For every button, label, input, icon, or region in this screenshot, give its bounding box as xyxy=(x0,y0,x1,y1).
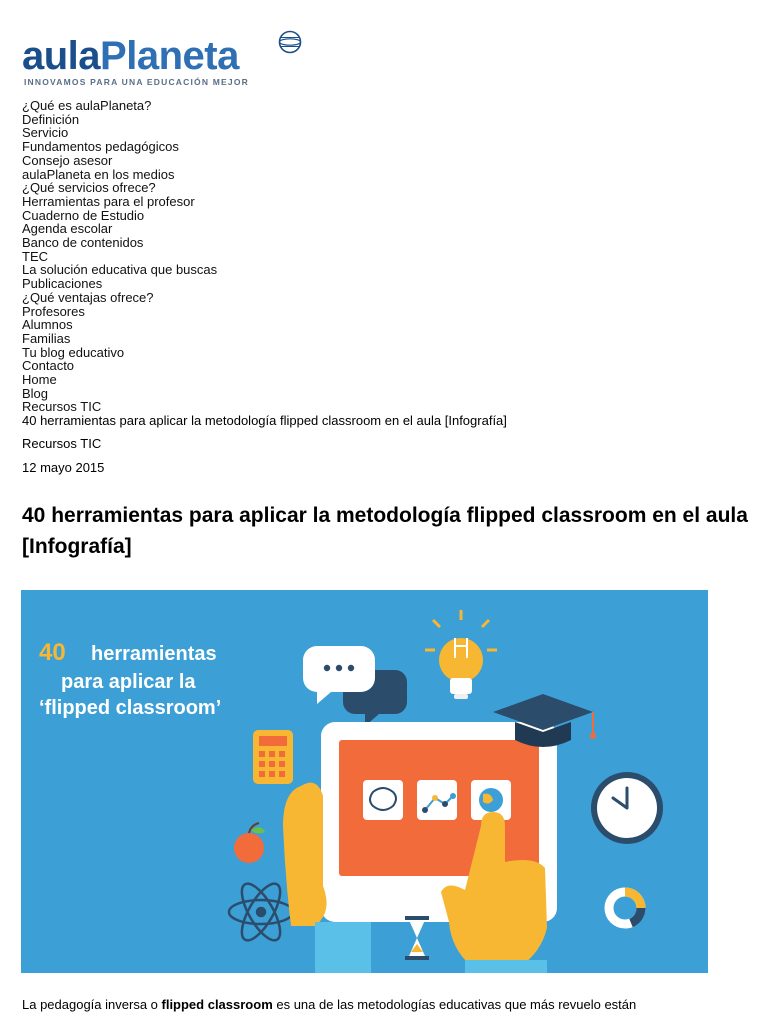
nav-item[interactable]: Contacto xyxy=(22,358,75,374)
globe-icon xyxy=(278,30,302,54)
body-intro-text: La pedagogía inversa o xyxy=(22,997,162,1012)
post-body xyxy=(22,996,748,1014)
featured-image xyxy=(21,590,708,973)
nav-item[interactable]: Fundamentos pedagógicos xyxy=(22,139,179,155)
logo-word-planeta: Planeta xyxy=(100,34,239,78)
nav-item[interactable]: Banco de contenidos xyxy=(22,235,144,251)
nav-item[interactable]: Blog xyxy=(22,385,49,401)
nav-item[interactable]: Familias xyxy=(22,330,71,346)
nav-item[interactable]: Agenda escolar xyxy=(22,221,113,237)
donut-chart-icon xyxy=(609,892,641,924)
nav-item[interactable]: 40 herramientas para aplicar la metodología flipped classroom en el aula [Infografía] xyxy=(22,413,507,429)
nav-item[interactable]: Alumnos xyxy=(22,317,73,333)
hero-line2: para aplicar la xyxy=(61,671,196,693)
hero-number: 40 xyxy=(39,639,66,666)
nav-item[interactable]: Tu blog educativo xyxy=(22,344,125,360)
apple-icon xyxy=(234,823,265,863)
hero-line1: herramientas xyxy=(91,643,217,665)
nav-item[interactable]: Recursos TIC xyxy=(22,399,102,415)
infographic-illustration xyxy=(21,590,708,973)
nav-item[interactable]: Servicio xyxy=(22,125,69,141)
light-bulb-icon xyxy=(425,610,497,699)
nav-item[interactable]: Herramientas para el profesor xyxy=(22,193,195,209)
nav-item[interactable]: ¿Qué servicios ofrece? xyxy=(22,180,156,196)
nav-item[interactable]: Publicaciones xyxy=(22,276,103,292)
site-navigation xyxy=(22,99,507,428)
logo-tagline: INNOVAMOS PARA UNA EDUCACIÓN MEJOR xyxy=(24,77,249,87)
chat-bubbles-icon xyxy=(303,646,407,726)
calculator-icon xyxy=(253,730,293,784)
nav-item[interactable]: Home xyxy=(22,372,57,388)
site-logo[interactable] xyxy=(22,30,302,92)
nav-item[interactable]: ¿Qué es aulaPlaneta? xyxy=(22,98,152,113)
body-intro-rest: es una de las metodologías educativas que más revuelo están xyxy=(272,997,637,1012)
nav-item[interactable]: Consejo asesor xyxy=(22,152,113,168)
nav-item[interactable]: Definición xyxy=(22,111,80,127)
post-date: 12 mayo 2015 xyxy=(22,460,105,475)
atom-icon xyxy=(229,878,293,945)
nav-item[interactable]: Cuaderno de Estudio xyxy=(22,207,145,223)
hero-line3: ‘flipped classroom’ xyxy=(39,697,222,719)
hourglass-icon xyxy=(405,916,429,960)
post-category[interactable]: Recursos TIC xyxy=(22,436,102,451)
clock-icon xyxy=(591,772,663,844)
logo-wordmark xyxy=(22,34,239,78)
nav-item[interactable]: La solución educativa que buscas xyxy=(22,262,218,278)
nav-item[interactable]: TEC xyxy=(22,248,48,264)
body-intro-bold: flipped classroom xyxy=(161,997,273,1012)
nav-item[interactable]: aulaPlaneta en los medios xyxy=(22,166,175,182)
logo-word-aula: aula xyxy=(22,34,101,78)
nav-item[interactable]: ¿Qué ventajas ofrece? xyxy=(22,289,154,305)
post-title: 40 herramientas para aplicar la metodología flipped classroom en el aula [Infografía] xyxy=(22,504,748,558)
nav-item[interactable]: Profesores xyxy=(22,303,85,319)
